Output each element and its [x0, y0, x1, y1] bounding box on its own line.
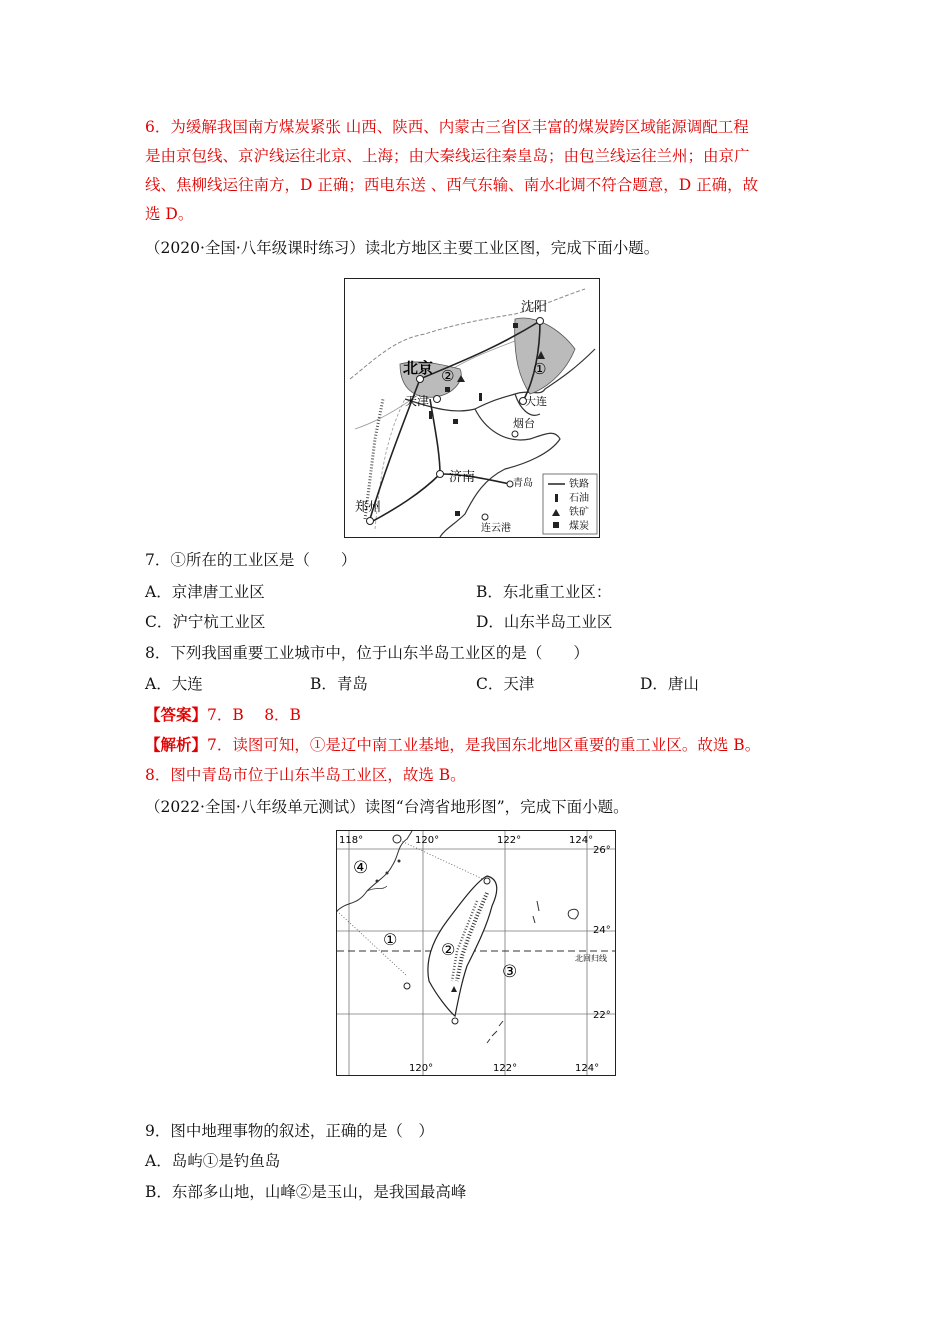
map2-lon-top-120: 120° — [415, 835, 440, 846]
northern-industrial-map — [344, 278, 600, 538]
q9-option-b: B．东部多山地，山峰②是玉山，是我国最高峰 — [145, 1183, 467, 1201]
q8-option-d: D．唐山 — [640, 675, 699, 693]
map2-lon-bottom-124: 124° — [575, 1063, 600, 1074]
map1-label-qingdao: 青岛 — [513, 478, 533, 489]
map2-lon-bottom-120: 120° — [409, 1063, 434, 1074]
map1-marker-one: ① — [533, 360, 547, 378]
q9-stem: 9．图中地理事物的叙述，正确的是（ ） — [145, 1122, 434, 1140]
map1-label-zhengzhou: 郑州 — [355, 500, 382, 515]
map1-label-yantai: 烟台 — [513, 417, 535, 430]
map1-label-jinan: 济南 — [449, 470, 476, 485]
map2-lat-22: 22° — [593, 1010, 611, 1021]
group2-intro: （2022·全国·八年级单元测试）读图“台湾省地形图”，完成下面小题。 — [145, 798, 629, 816]
taiwan-topographic-map-graphic — [337, 831, 615, 1075]
q7-option-a: A．京津唐工业区 — [145, 583, 265, 601]
q7-option-b: B．东北重工业区： — [476, 583, 612, 601]
q8-option-c: C．天津 — [476, 675, 535, 693]
analysis-tag: 【解析】 — [145, 735, 208, 754]
answer-text: 7．B 8．B — [207, 706, 301, 724]
map2-marker-one: ① — [383, 930, 398, 949]
analysis-line2: 8．图中青岛市位于山东半岛工业区，故选 B。 — [145, 766, 466, 784]
q7-option-d: D．山东半岛工业区 — [476, 613, 613, 631]
q7-stem: 7．①所在的工业区是（ ） — [145, 551, 357, 569]
map2-marker-two: ② — [441, 940, 456, 959]
map1-label-dalian: 大连 — [525, 395, 547, 408]
map2-lon-top-118: 118° — [339, 835, 364, 846]
map2-lat-24: 24° — [593, 925, 611, 936]
map2-tropic-label: 北回归线 — [575, 954, 607, 963]
legend-iron: 铁矿 — [569, 507, 589, 518]
answer-line — [145, 705, 301, 725]
legend-oil: 石油 — [569, 493, 589, 504]
q9-option-a: A．岛屿①是钓鱼岛 — [145, 1152, 281, 1170]
map2-lon-top-122: 122° — [497, 835, 522, 846]
map2-lat-26: 26° — [593, 845, 611, 856]
q6-explanation-line3: 线、焦柳线运往南方，D 正确；西电东送 、西气东输、南水北调不符合题意，D 正确，故 — [145, 176, 759, 194]
q8-stem: 8．下列我国重要工业城市中，位于山东半岛工业区的是（ ） — [145, 644, 589, 662]
answer-tag: 【答案】 — [145, 705, 208, 724]
map2-lon-top-124: 124° — [569, 835, 594, 846]
q8-option-a: A．大连 — [145, 675, 203, 693]
q8-option-b: B．青岛 — [310, 675, 368, 693]
taiwan-topographic-map — [336, 830, 616, 1076]
q6-explanation-line2: 是由京包线、京沪线运往北京、上海；由大秦线运往秦皇岛；由包兰线运往兰州；由京广 — [145, 147, 750, 165]
analysis-text: 7．读图可知，①是辽中南工业基地，是我国东北地区重要的重工业区。故选 B。 — [207, 736, 761, 754]
map2-marker-four: ④ — [353, 858, 369, 878]
map1-label-shenyang: 沈阳 — [521, 300, 548, 315]
group1-intro: （2020·全国·八年级课时练习）读北方地区主要工业区图，完成下面小题。 — [145, 239, 660, 257]
map1-marker-two: ② — [441, 367, 455, 385]
map2-marker-three: ③ — [502, 962, 518, 982]
map1-label-tianjin: 天津 — [405, 394, 430, 408]
map1-label-lianyungang: 连云港 — [481, 523, 511, 534]
analysis-line — [145, 735, 760, 755]
map2-lon-bottom-122: 122° — [493, 1063, 518, 1074]
q7-option-c: C．沪宁杭工业区 — [145, 613, 266, 631]
legend-railway: 铁路 — [569, 479, 589, 490]
q6-explanation-line4: 选 D。 — [145, 205, 194, 223]
northern-industrial-map-graphic — [345, 279, 599, 537]
q6-explanation-line1: 6．为缓解我国南方煤炭紧张 山西、陕西、内蒙古三省区丰富的煤炭跨区域能源调配工程 — [145, 118, 749, 136]
map1-label-beijing: 北京 — [403, 359, 434, 377]
legend-coal: 煤炭 — [569, 521, 589, 532]
